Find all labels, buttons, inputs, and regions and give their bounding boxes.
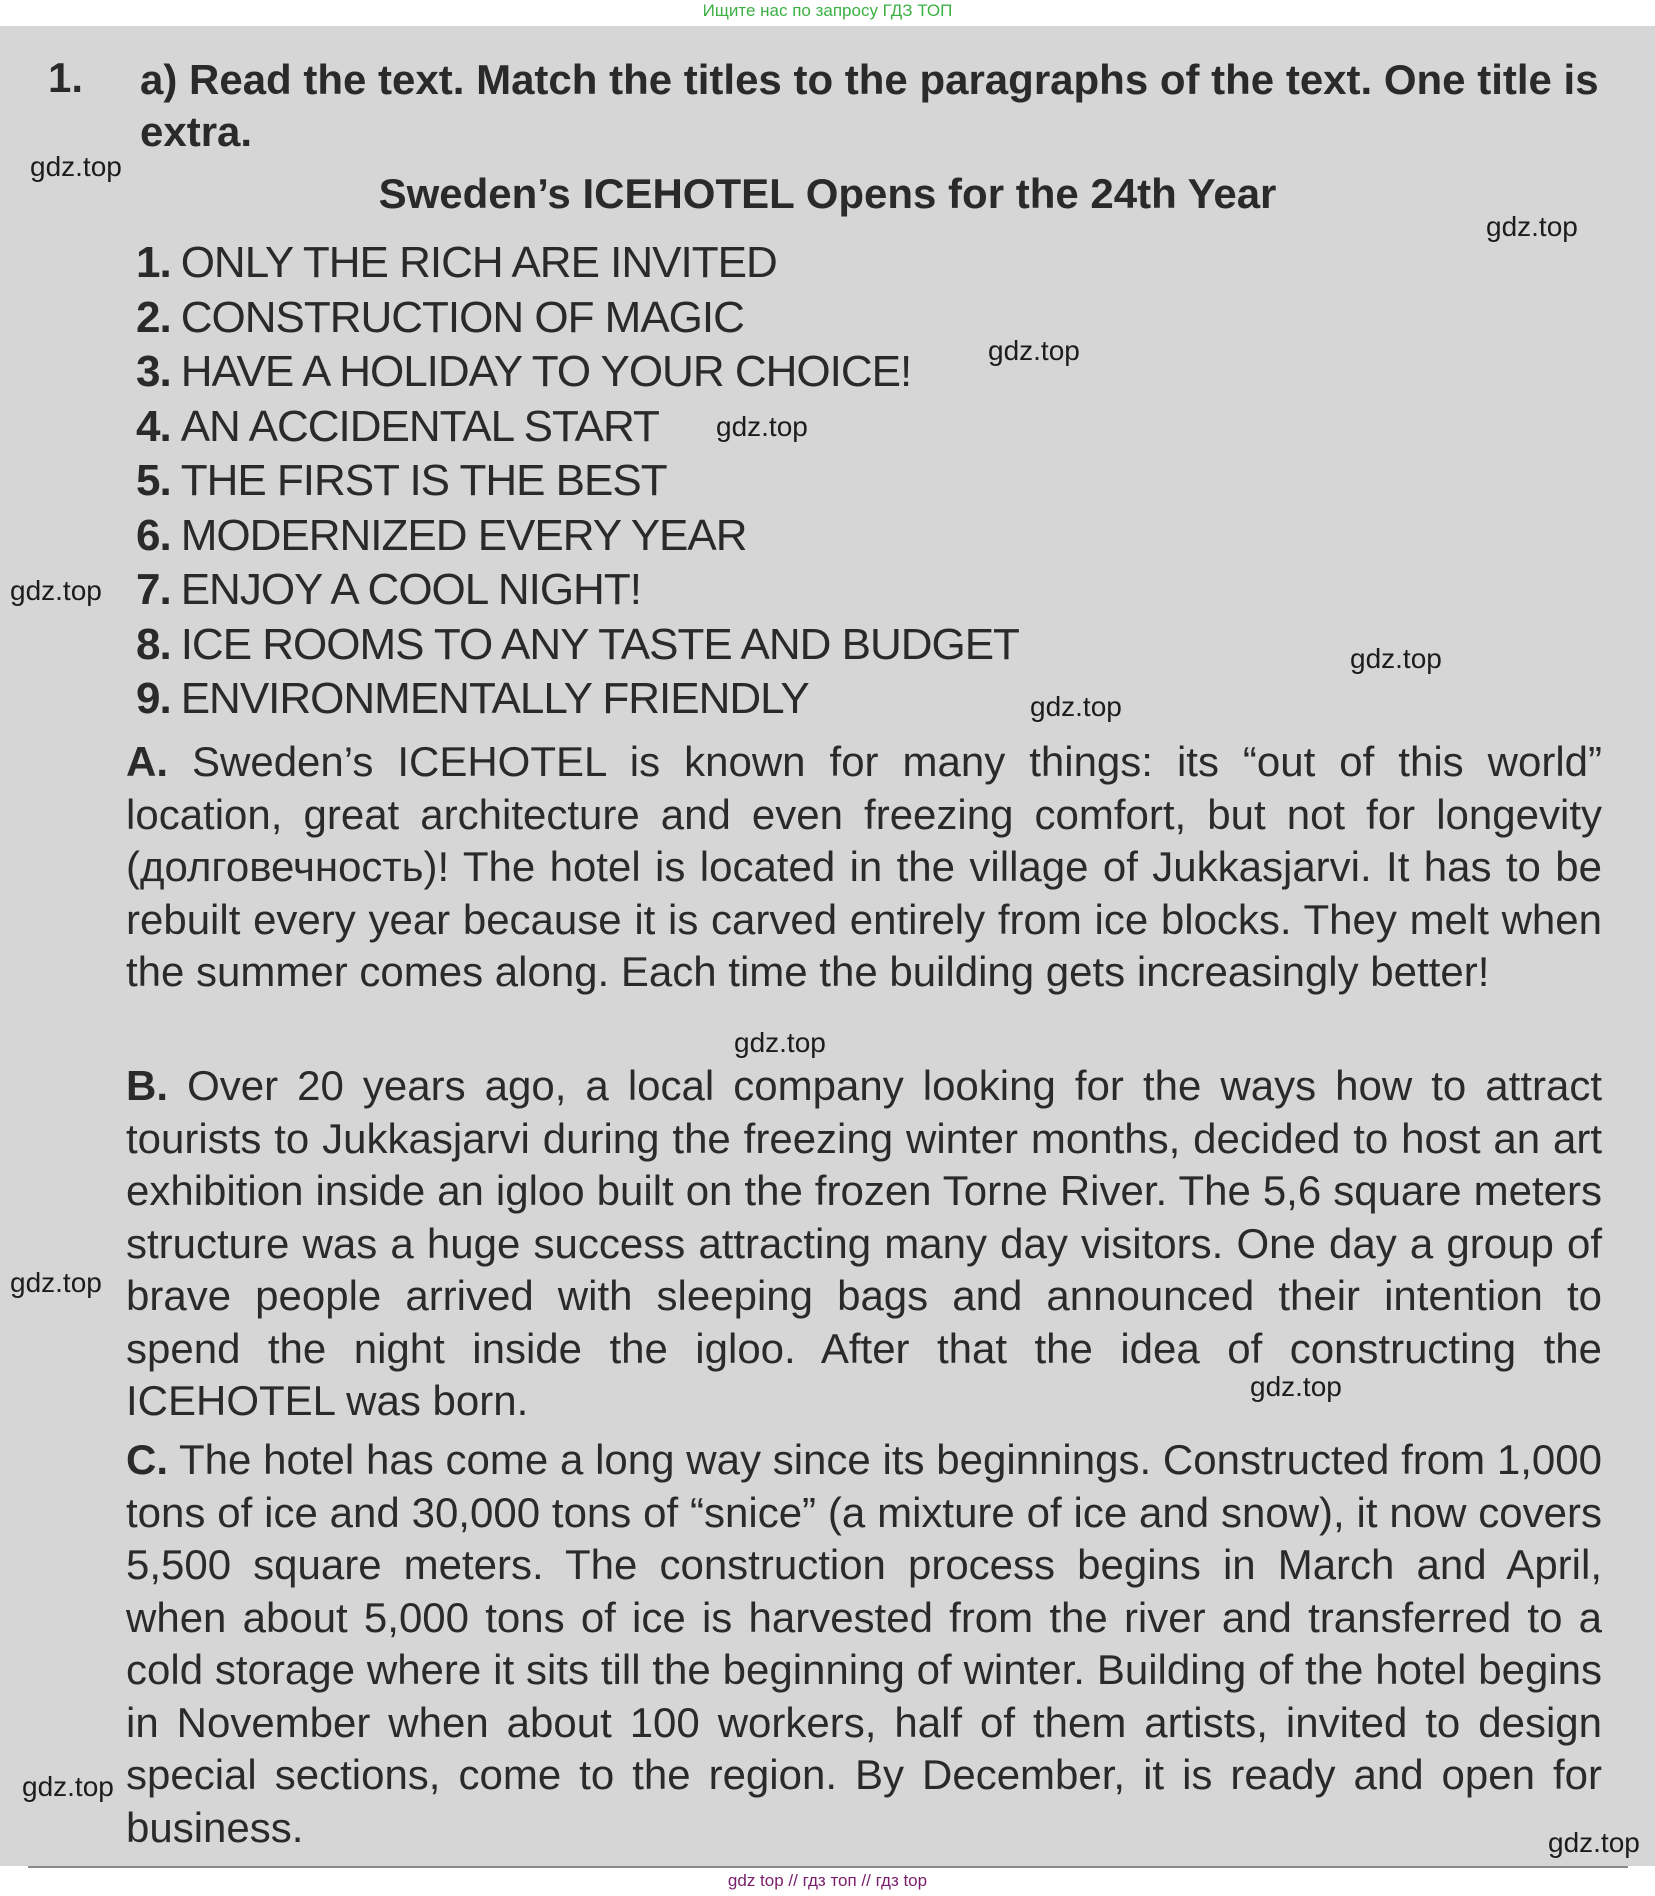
text-title: Sweden’s ICEHOTEL Opens for the 24th Year (378, 170, 1277, 217)
watermark: gdz.top (734, 1027, 826, 1058)
title-item (136, 454, 1019, 509)
title-item (136, 345, 1019, 400)
task-number: 1. (48, 54, 84, 101)
title-item (136, 291, 1019, 346)
watermark: gdz.top (1250, 1371, 1342, 1402)
title-item-number: 9. (136, 674, 171, 723)
watermark: gdz.top (1350, 643, 1442, 674)
paragraph-c (126, 1434, 1602, 1854)
watermark: gdz.top (30, 151, 122, 182)
title-item-number: 2. (136, 292, 171, 342)
watermark: gdz.top (10, 1267, 102, 1298)
title-item-number: 3. (136, 347, 171, 396)
title-item-text: ENVIRONMENTALLY FRIENDLY (180, 674, 809, 723)
title-item (136, 672, 1019, 727)
title-item (136, 236, 1019, 291)
bottom-banner[interactable]: gdz top // гдз топ // гдз top (727, 1871, 928, 1890)
bottom-divider (28, 1866, 1628, 1868)
watermark: gdz.top (988, 335, 1080, 366)
title-item-text: AN ACCIDENTAL START (180, 401, 659, 451)
title-item (136, 509, 1019, 564)
paragraph-a (126, 736, 1602, 999)
paragraph-letter: A. (126, 738, 168, 785)
title-item-text: MODERNIZED EVERY YEAR (180, 510, 747, 560)
top-banner[interactable]: Ищите нас по запросу ГДЗ ТОП (702, 1, 953, 20)
title-item-text: THE FIRST IS THE BEST (180, 456, 667, 505)
title-item-text: ICE ROOMS TO ANY TASTE AND BUDGET (180, 619, 1019, 669)
title-item (136, 563, 1019, 618)
titles-list (136, 236, 1019, 727)
paragraph-letter: B. (126, 1062, 168, 1109)
task-instruction: a) Read the text. Match the titles to the paragraphs of the text. One title is extra. (140, 56, 1599, 155)
title-item-text: ENJOY A COOL NIGHT! (180, 565, 641, 614)
title-item-text: ONLY THE RICH ARE INVITED (180, 238, 777, 287)
watermark: gdz.top (1030, 691, 1122, 722)
paragraph-letter: C. (126, 1436, 168, 1483)
watermark: gdz.top (1486, 211, 1578, 242)
title-item (136, 400, 1019, 455)
watermark: gdz.top (1548, 1827, 1640, 1858)
title-item-number: 7. (136, 565, 171, 614)
watermark: gdz.top (716, 411, 808, 442)
title-item-number: 4. (136, 401, 171, 451)
paragraph-text: Sweden’s ICEHOTEL is known for many things: its “out of this world” location, great architecture and even freezing comfort, but not for longevity (долговечность)! The hotel is located in the village of Jukkasjarvi. It has to be rebuilt every year because it is carved entirely from ice blocks. They melt when the summer comes along. Each time the building gets increasingly better! (126, 738, 1603, 995)
paragraph-text: Over 20 years ago, a local company looking for the ways how to attract tourists to Jukkasjarvi during the freezing winter months, decided to host an art exhibition inside an igloo built on the frozen Torne River. The 5,6 square meters structure was a huge success attracting many day visitors. One day a group of brave people arrived with sleeping bags and announced their intention to spend the night inside the igloo. After that the idea of constructing the ICEHOTEL was born. (126, 1062, 1602, 1424)
title-item-number: 8. (136, 619, 171, 669)
title-item (136, 618, 1019, 673)
watermark: gdz.top (22, 1771, 114, 1802)
title-item-number: 5. (136, 456, 171, 505)
paragraph-text: The hotel has come a long way since its beginnings. Constructed from 1,000 tons of ice and 30,000 tons of “snice” (a mixture of ice and snow), it now covers 5,500 square meters. The construction process begins in March and April, when about 5,000 tons of ice is harvested from the river and transferred to a cold storage where it sits till the beginning of winter. Building of the hotel begins in November when about 100 workers, half of them artists, invited to design special sections, come to the region. By December, it is ready and open for business. (126, 1436, 1602, 1851)
title-item-number: 1. (136, 238, 171, 287)
title-item-text: CONSTRUCTION OF MAGIC (180, 292, 744, 342)
title-item-text: HAVE A HOLIDAY TO YOUR CHOICE! (180, 347, 912, 396)
paragraph-b (126, 1060, 1602, 1428)
watermark: gdz.top (10, 575, 102, 606)
title-item-number: 6. (136, 510, 171, 560)
